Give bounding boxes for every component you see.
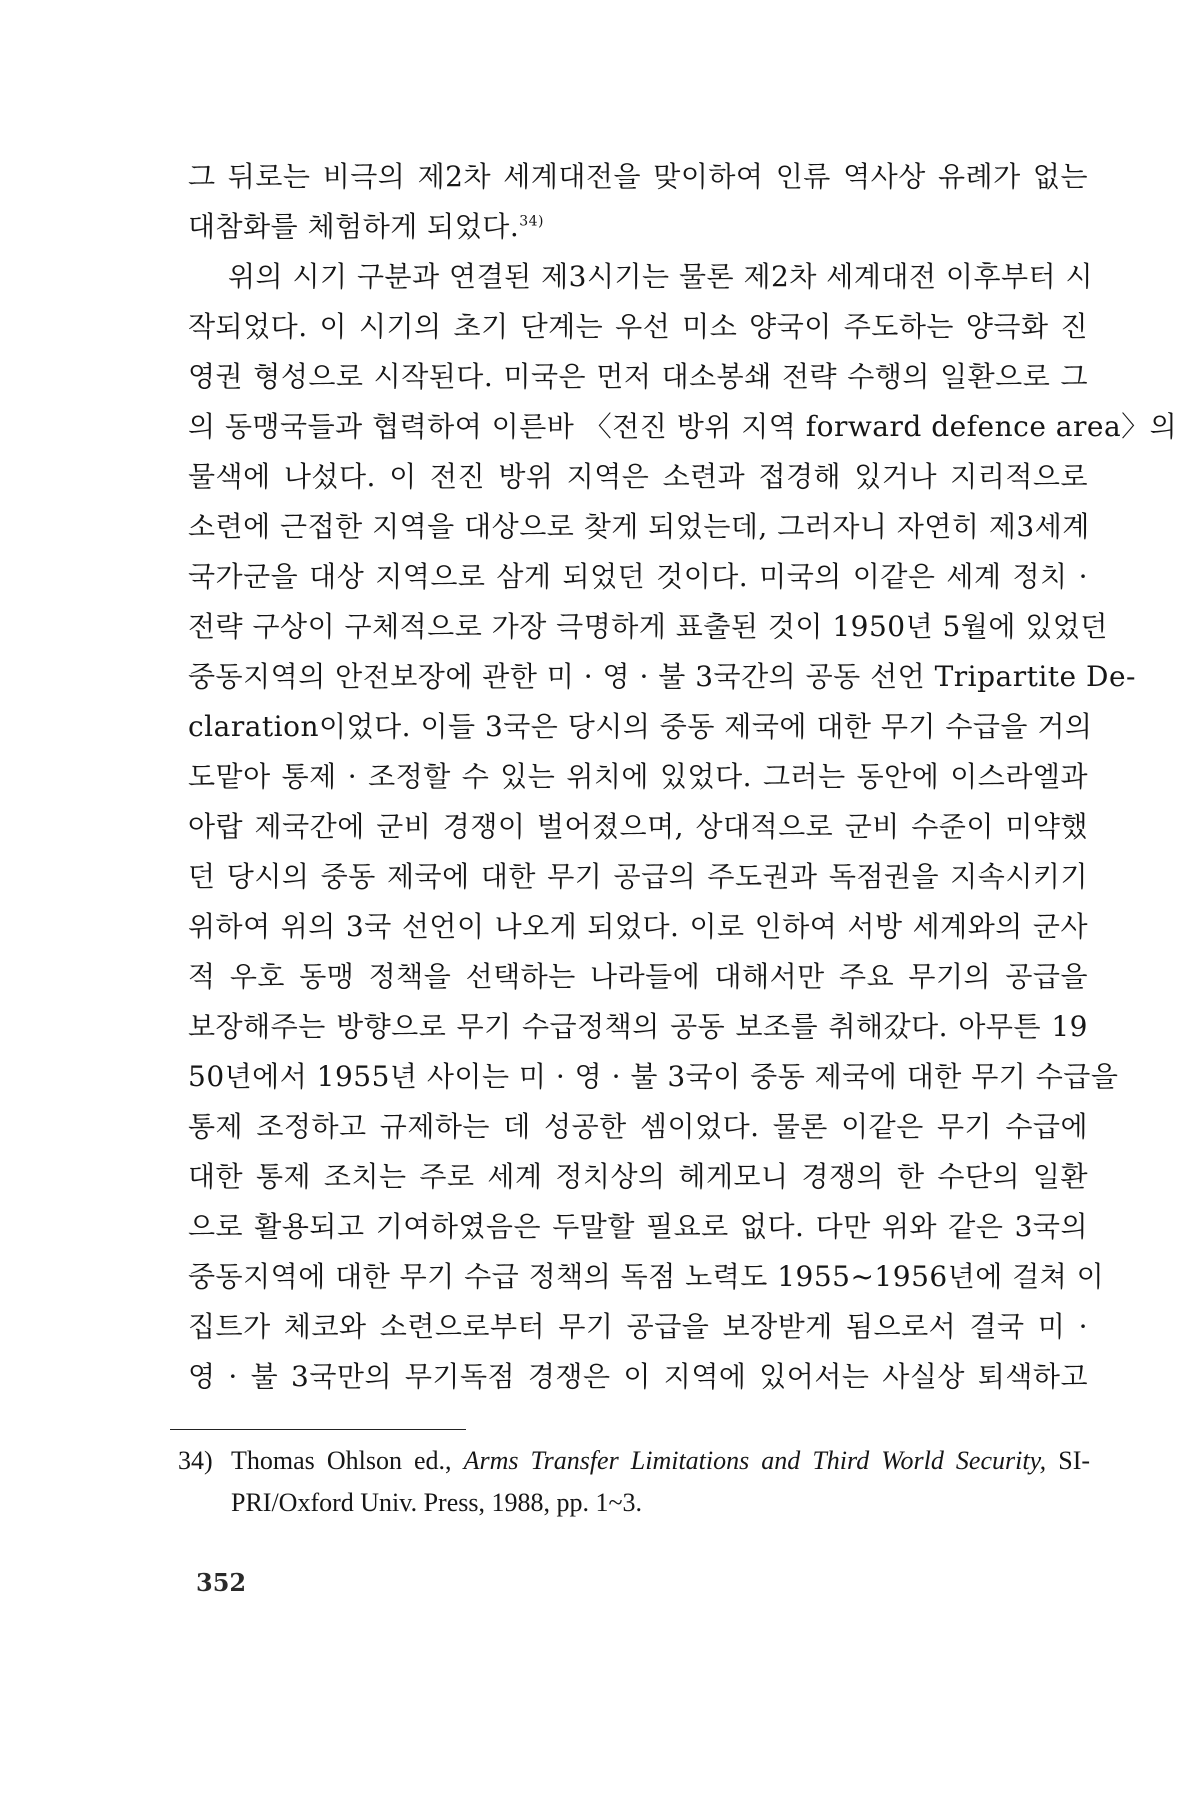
text-line-5: 영권 형성으로 시작된다. 미국은 먼저 대소봉쇄 전략 수행의 일환으로 그 [188, 360, 1088, 393]
text-line-20: 통제 조정하고 규제하는 데 성공한 셈이었다. 물론 이같은 무기 수급에 [188, 1110, 1088, 1143]
text-line-13: 도맡아 통제 · 조정할 수 있는 위치에 있었다. 그러는 동안에 이스라엘과 [188, 760, 1088, 793]
text-line-21: 대한 통제 조치는 주로 세계 정치상의 헤게모니 경쟁의 한 수단의 일환 [188, 1160, 1088, 1193]
text-line-8: 소련에 근접한 지역을 대상으로 찾게 되었는데, 그러자니 자연히 제3세계 [188, 510, 1090, 543]
text-line-23: 중동지역에 대한 무기 수급 정책의 독점 노력도 1955~1956년에 걸쳐 이 [188, 1260, 1105, 1293]
body-text [188, 152, 1178, 1402]
footnote-reference[interactable]: 34) [519, 213, 545, 230]
text-line-25: 영 · 불 3국만의 무기독점 경쟁은 이 지역에 있어서는 사실상 퇴색하고 [188, 1360, 1088, 1393]
text-line-24: 집트가 체코와 소련으로부터 무기 공급을 보장받게 됨으로서 결국 미 · [188, 1310, 1088, 1343]
text-line-2 [188, 202, 1088, 252]
text-line-12: claration이었다. 이들 3국은 당시의 중동 제국에 대한 무기 수급을 거의 [188, 710, 1093, 743]
text-line-18: 보장해주는 방향으로 무기 수급정책의 공동 보조를 취해갔다. 아무튼 19 [188, 1010, 1088, 1043]
text-line-16: 위하여 위의 3국 선언이 나오게 되었다. 이로 인하여 서방 세계와의 군사 [188, 910, 1088, 943]
text-line-10: 전략 구상이 구체적으로 가장 극명하게 표출된 것이 1950년 5월에 있었던 [188, 610, 1108, 643]
footnote-author: Thomas Ohlson ed., [231, 1446, 464, 1475]
footnote-line-1 [178, 1440, 1090, 1482]
page-number: 352 [196, 1568, 247, 1597]
text-line-11: 중동지역의 안전보장에 관한 미 · 영 · 불 3국간의 공동 선언 Tripartite De- [188, 660, 1137, 693]
text-line-9: 국가군을 대상 지역으로 삼게 되었던 것이다. 미국의 이같은 세계 정치 · [188, 560, 1088, 593]
text-line-19: 50년에서 1955년 사이는 미 · 영 · 불 3국이 중동 제국에 대한 무기 수급을 [188, 1060, 1119, 1093]
text-line-4: 작되었다. 이 시기의 초기 단계는 우선 미소 양국이 주도하는 양극화 진 [188, 310, 1088, 343]
text-line-14: 아랍 제국간에 군비 경쟁이 벌어졌으며, 상대적으로 군비 수준이 미약했 [188, 810, 1088, 843]
footnote-divider [170, 1429, 466, 1430]
footnote-title: Arms Transfer Limitations and Third World Security, [463, 1446, 1047, 1475]
text-line-3: 위의 시기 구분과 연결된 제3시기는 물론 제2차 세계대전 이후부터 시 [228, 260, 1094, 293]
footnote-publisher-start: SI- [1046, 1446, 1091, 1475]
text-line-6: 의 동맹국들과 협력하여 이른바 〈전진 방위 지역 forward defence area〉의 [188, 410, 1178, 443]
footnote [178, 1440, 1090, 1524]
text-line-7: 물색에 나섰다. 이 전진 방위 지역은 소련과 접경해 있거나 지리적으로 [188, 460, 1088, 493]
footnote-number: 34) [178, 1446, 213, 1475]
footnote-line-2: PRI/Oxford Univ. Press, 1988, pp. 1~3. [231, 1488, 643, 1517]
text-line-17: 적 우호 동맹 정책을 선택하는 나라들에 대해서만 주요 무기의 공급을 [188, 960, 1088, 993]
text-line-1: 그 뒤로는 비극의 제2차 세계대전을 맞이하여 인류 역사상 유례가 없는 [188, 160, 1088, 193]
text-line-15: 던 당시의 중동 제국에 대한 무기 공급의 주도권과 독점권을 지속시키기 [188, 860, 1088, 893]
text-line-2-content: 대참화를 체험하게 되었다. [188, 210, 520, 243]
text-line-22: 으로 활용되고 기여하였음은 두말할 필요로 없다. 다만 위와 같은 3국의 [188, 1210, 1088, 1243]
